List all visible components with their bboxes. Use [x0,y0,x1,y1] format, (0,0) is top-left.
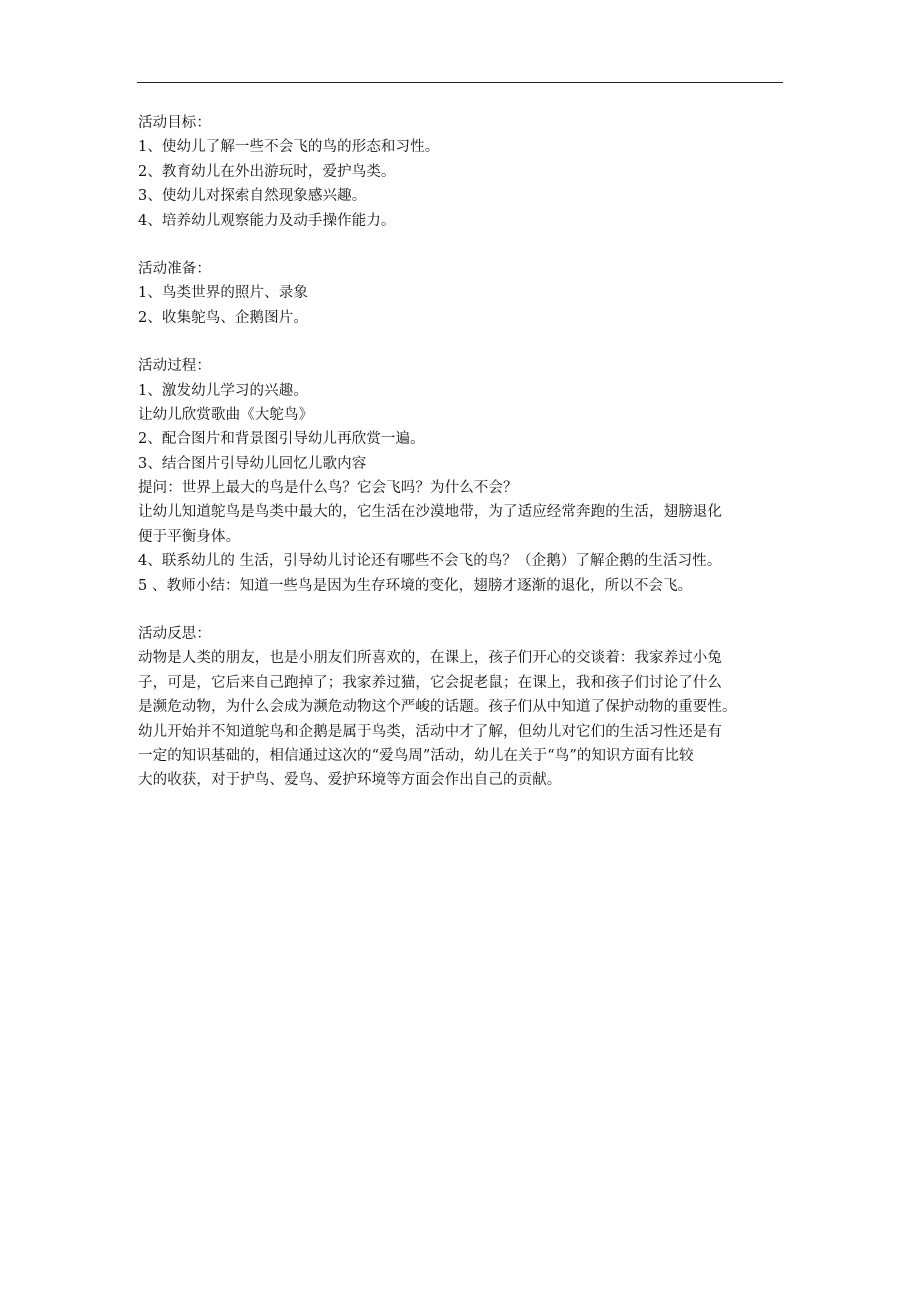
reflection-line: 子，可是，它后来自己跑掉了；我家养过猫，它会捉老鼠；在课上，我和孩子们讨论了什么 [138,674,722,691]
reflection-line: 幼儿开始并不知道鸵鸟和企鹅是属于鸟类，活动中才了解，但幼儿对它们的生活习性还是有 [138,723,722,740]
section-reflection [138,622,788,793]
document-body [138,111,788,817]
process-item: 2、配合图片和背景图引导幼儿再欣赏一遍。 [138,431,425,448]
goal-item: 1、使幼儿了解一些不会飞的鸟的形态和习性。 [138,139,440,156]
process-item: 让幼儿欣赏歌曲《大鸵鸟》 [138,406,314,423]
goal-item: 4、培养幼儿观察能力及动手操作能力。 [138,212,396,229]
reflection-line: 大的收获，对于护鸟、爱鸟、爱护环境等方面会作出自己的贡献。 [138,772,562,789]
goal-item: 2、教育幼儿在外出游玩时，爱护鸟类。 [138,163,396,180]
section-process [138,354,788,598]
section-heading-process: 活动过程： [138,358,211,375]
process-item: 1、激发幼儿学习的兴趣。 [138,382,308,399]
process-item: 让幼儿知道鸵鸟是鸟类中最大的，它生活在沙漠地带，为了适应经常奔跑的生活，翅膀退化 [138,504,722,521]
process-item: 便于平衡身体。 [138,528,241,545]
section-prep [138,257,788,330]
process-item: 3、结合图片引导幼儿回忆儿歌内容 [138,455,367,472]
process-item: 5 、教师小结：知道一些鸟是因为生存环境的变化，翅膀才逐渐的退化，所以不会飞。 [138,577,693,594]
section-heading-prep: 活动准备： [138,260,211,277]
reflection-line: 一定的知识基础的，相信通过这次的“爱鸟周”活动，幼儿在关于“鸟”的知识方面有比较 [138,747,694,764]
prep-item: 2、收集鸵鸟、企鹅图片。 [138,309,308,326]
process-item: 提问：世界上最大的鸟是什么鸟？它会飞吗？为什么不会？ [138,480,518,497]
section-goals [138,111,788,233]
process-item: 4、联系幼儿的 生活，引导幼儿讨论还有哪些不会飞的鸟？（企鹅）了解企鹅的生活习性。 [138,553,722,570]
section-heading-goals: 活动目标： [138,115,211,131]
reflection-line: 动物是人类的朋友，也是小朋友们所喜欢的，在课上，孩子们开心的交谈着：我家养过小兔 [138,650,722,667]
reflection-line: 是濒危动物，为什么会成为濒危动物这个严峻的话题。孩子们从中知道了保护动物的重要性。 [138,699,737,716]
header-rule [137,82,783,83]
prep-item: 1、鸟类世界的照片、录象 [138,285,308,302]
section-heading-reflection: 活动反思： [138,626,211,643]
goal-item: 3、使幼儿对探索自然现象感兴趣。 [138,188,367,205]
